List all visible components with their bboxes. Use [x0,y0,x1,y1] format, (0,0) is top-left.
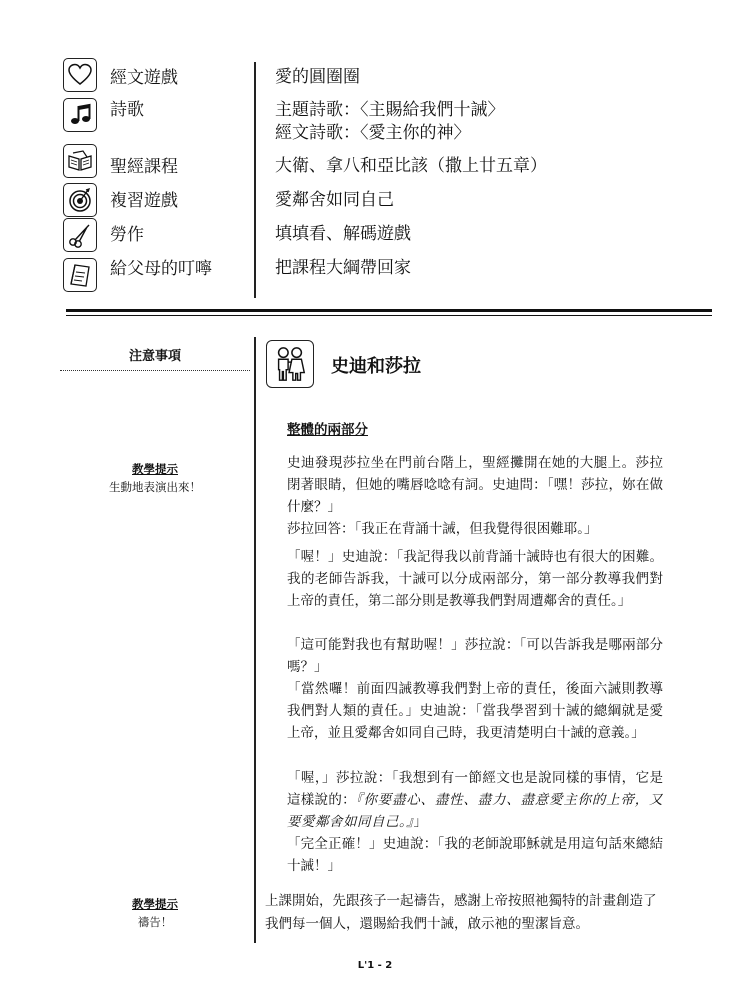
story-paragraph-6-end: 」 [413,814,427,830]
notes-title: 注意事項 [128,349,181,364]
overview-divider [254,62,256,298]
music-note-icon [63,98,97,132]
target-icon [63,183,97,217]
teaching-tip-1 [60,460,250,496]
row-value-bible-lesson: 大衛、拿八和亞比該（撒上廿五章） [275,156,547,176]
story-paragraph-7: 「完全正確！」史迪說：「我的老師說耶穌就是用這句話來總結十誡！」 [287,836,663,874]
story-paragraph-2: 莎拉回答：「我正在背誦十誡，但我覺得很困難耶。」 [287,521,598,537]
notes-divider [254,337,256,943]
teaching-tip-1-title: 教學提示 [132,462,178,476]
section-rule-thin [66,315,712,316]
story-paragraph-1: 史迪發現莎拉坐在門前台階上，聖經攤開在她的大腿上。莎拉閉著眼睛，但她的嘴唇唸唸有詞。史迪問：「嘿！莎拉，妳在做什麼？」 [287,455,663,515]
row-label-review-game: 複習遊戲 [110,191,178,211]
teaching-tip-2-title: 教學提示 [132,897,178,911]
scripture-quote: 『你要盡心、盡性、盡力、盡意愛主你的上帝，又要愛鄰舍如同自己。』 [287,792,664,830]
row-value-scripture-game: 愛的圓圈圈 [275,67,360,87]
row-label-bible-lesson: 聖經課程 [110,157,178,177]
row-value-review-game: 愛鄰舍如同自己 [275,190,394,210]
story-paragraph-6 [287,767,663,833]
page-number: L'1 - 2 [357,960,393,971]
notes-dotted-rule [60,370,250,371]
story-paragraph-4: 「這可能對我也有幫助喔！」莎拉說：「可以告訴我是哪兩部分嗎？」 [287,637,663,675]
story-paragraph-3: 「喔！」史迪說：「我記得我以前背誦十誡時也有很大的困難。我的老師告訴我，十誡可以分成兩部分，第一部分教導我們對上帝的責任，第二部分則是教導我們對周遭鄰舍的責任。」 [287,549,663,609]
row-value-theme-song: 主題詩歌：〈主賜給我們十誡〉 [275,100,505,120]
row-value-scripture-song: 經文詩歌：〈愛主你的神〉 [275,123,471,143]
row-label-parents-note: 給父母的叮嚀 [110,259,212,279]
children-icon [266,340,314,388]
row-value-crafts: 填填看、解碼遊戲 [275,224,411,244]
story-paragraph-5: 「當然囉！前面四誡教導我們對上帝的責任，後面六誡則教導我們對人類的責任。」史迪說：「當我學習到十誡的總綱就是愛上帝，並且愛鄰舍如同自己時，我更清楚明白十誡的意義。」 [287,681,663,741]
scissors-icon [63,218,97,252]
row-label-crafts: 勞作 [110,225,144,245]
section-rule-thick [66,309,712,312]
row-label-songs: 詩歌 [110,100,144,120]
teaching-tip-2-text: 禱告！ [137,915,173,929]
row-value-parents-note: 把課程大綱帶回家 [275,258,411,278]
story-title: 史迪和莎拉 [331,356,421,377]
opening-prayer-text: 上課開始，先跟孩子一起禱告，感謝上帝按照祂獨特的計畫創造了我們每一個人，還賜給我們十誡，啟示祂的聖潔旨意。 [265,893,657,932]
teaching-tip-1-text: 生動地表演出來！ [109,480,201,494]
teaching-tip-2 [60,895,250,931]
story-subheading: 整體的兩部分 [287,422,368,438]
story-paragraph-6-lead: 「喔，」莎拉說：「我想到有一節經文也是說同樣的事情，它是這樣說的： [287,770,663,808]
paper-icon [63,258,97,292]
row-label-scripture-game: 經文遊戲 [110,68,178,88]
heart-icon [63,58,97,92]
open-book-icon [63,144,97,178]
